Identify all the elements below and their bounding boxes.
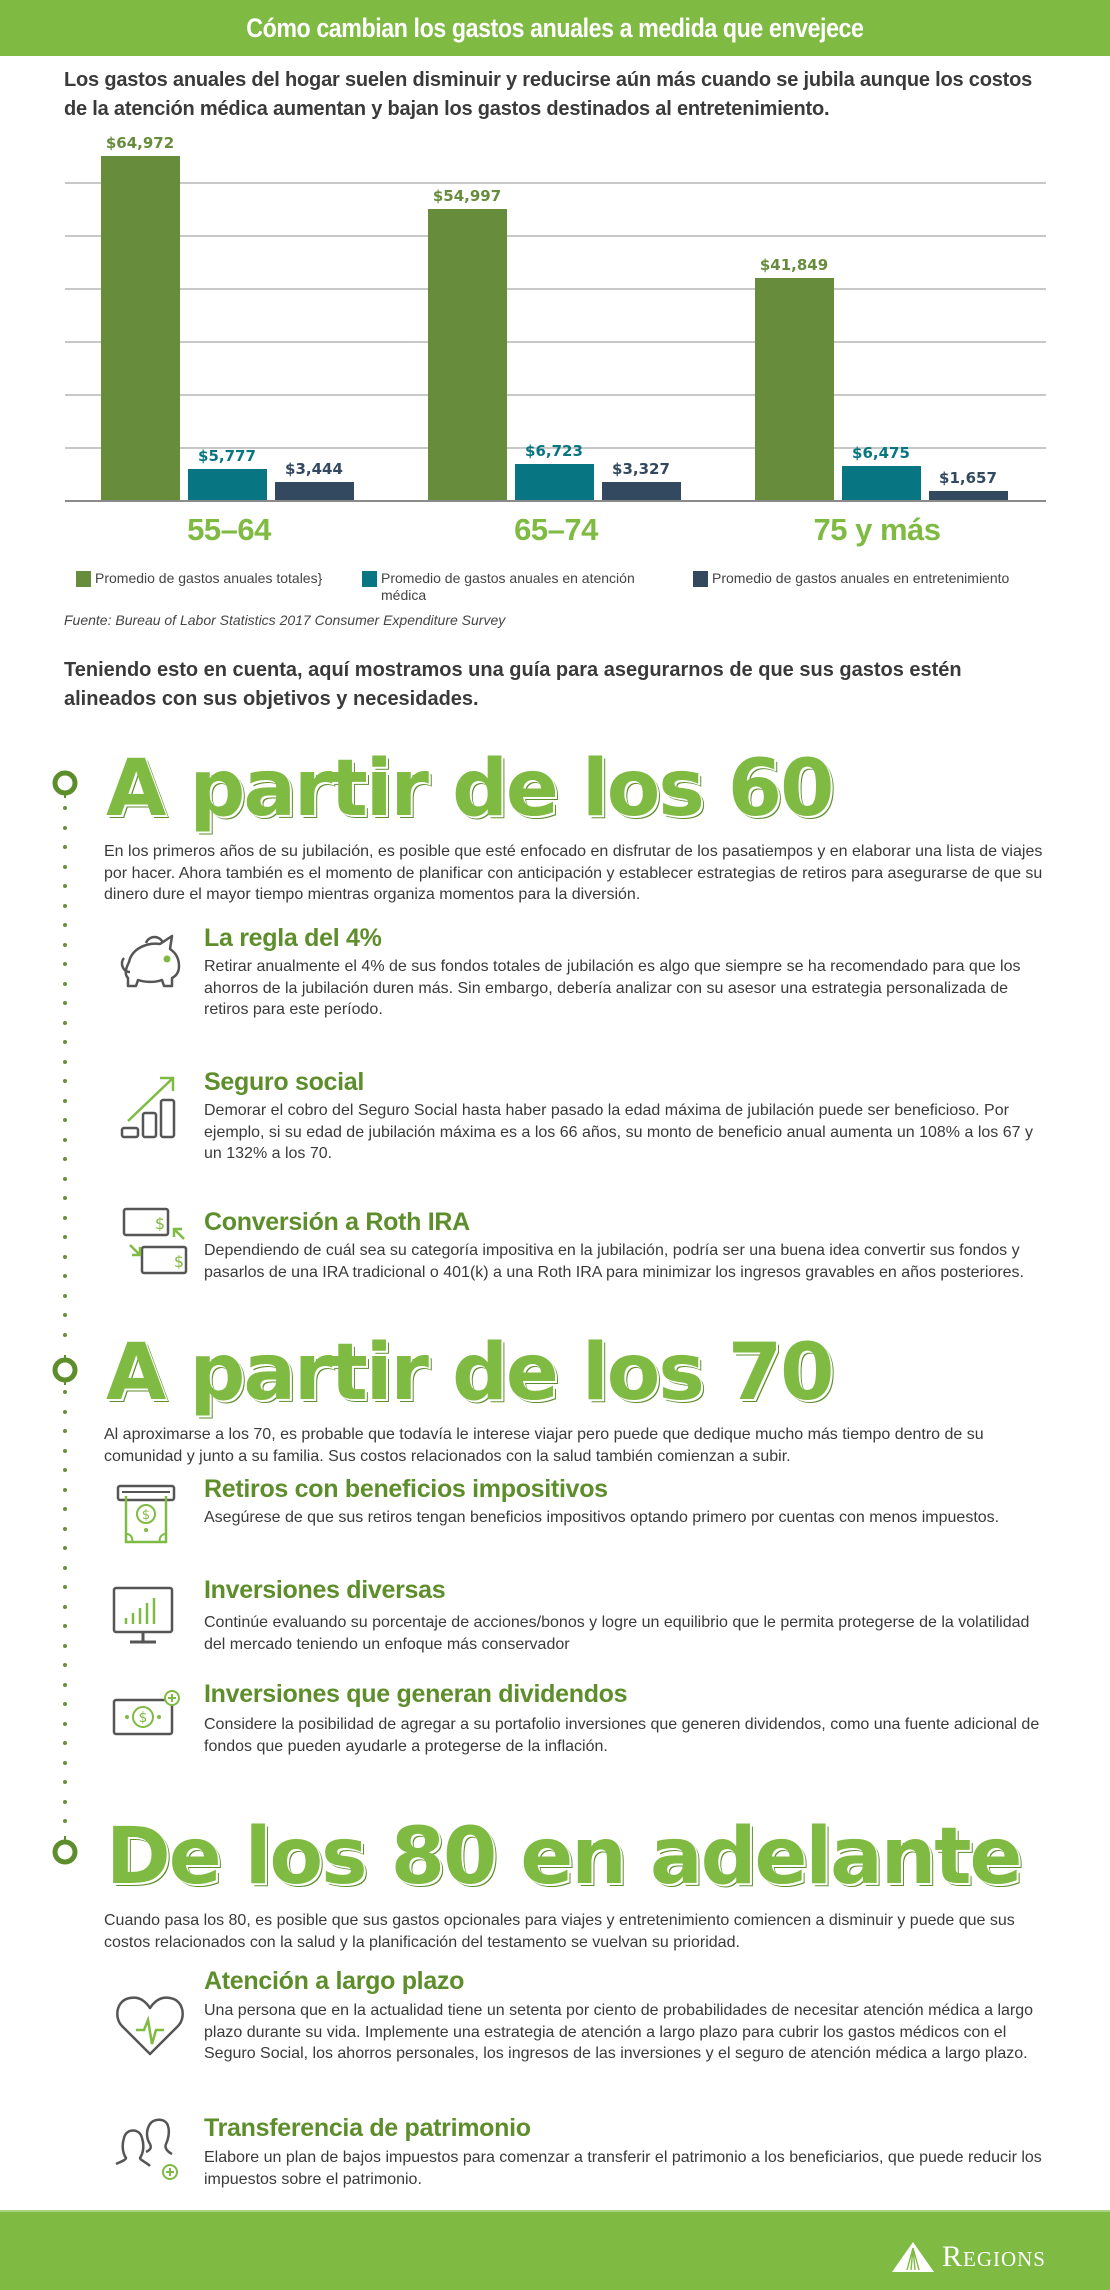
section-paragraph-70: Al aproximarse a los 70, es probable que todavía le interese viajar pero puede que dedique mucho más tiempo dentro de su comunidad y junto a su familia. Sus costos relacionados con la salud también comienzan a subir. — [104, 1426, 984, 1465]
svg-text:$: $ — [154, 1214, 166, 1233]
item-body: Elabore un plan de bajos impuestos para comenzar a transferir el patrimonio a los beneficiarios, que puede reducir los impuestos sobre el patrimonio. — [204, 2149, 1042, 2188]
item-title: Seguro social — [204, 1068, 365, 1096]
header-banner — [0, 0, 1110, 56]
timeline-dot — [63, 904, 67, 908]
timeline-dot — [63, 1546, 67, 1550]
timeline-dot — [63, 982, 67, 986]
timeline-dot — [63, 1761, 67, 1765]
timeline-dot — [63, 1585, 67, 1589]
svg-text:$: $ — [138, 1710, 148, 1726]
gridline — [65, 288, 1046, 290]
timeline-dot — [63, 1488, 67, 1492]
timeline-dot — [63, 1644, 67, 1648]
section-paragraph-80: Cuando pasa los 80, es posible que sus gastos opcionales para viajes y entretenimiento comiencen a disminuir y puede que sus costos relacionados con la salud y la planificación del testamento se vuelvan su prioridad. — [104, 1912, 1015, 1951]
gridline — [65, 235, 1046, 237]
item-title: Inversiones diversas — [204, 1576, 446, 1604]
timeline-dot — [63, 1663, 67, 1667]
timeline-dot — [63, 1527, 67, 1531]
timeline-dot — [63, 1780, 67, 1784]
timeline-dot — [63, 1390, 67, 1394]
page-title: Cómo cambian los gastos anuales a medida que envejece — [246, 12, 864, 43]
category-label-55-64: 55–64 — [187, 512, 271, 547]
bar-total-75-plus — [755, 278, 834, 500]
timeline-dot — [63, 1800, 67, 1804]
bar-label-health-55-64: $5,777 — [198, 447, 256, 465]
regions-logo-text: Regions — [941, 2240, 1046, 2273]
timeline-dot — [63, 1157, 67, 1161]
section-paragraph-60: En los primeros años de su jubilación, es posible que esté enfocado en disfrutar de los pasatiempos y en elaborar una lista de viajes por hacer. Ahora también es el momento de planificar con anticipación y establecer estrategias de retiros para asegurarse de que su dinero dure el mayor tiempo mientras organiza momentos para la diversión. — [104, 843, 1043, 903]
bar-label-total-75-plus: $41,849 — [759, 256, 829, 274]
item-body: Considere la posibilidad de agregar a su portafolio inversiones que generen dividendos, como una fuente adicional de fondos que pueden ayudarle a protegerse de la inflación. — [204, 1716, 1040, 1755]
timeline-dot — [63, 1216, 67, 1220]
legend-label: Promedio de gastos anuales en entretenimiento — [712, 570, 1010, 586]
bar-label-total-55-64: $64,972 — [105, 134, 175, 152]
timeline-dot — [63, 1196, 67, 1200]
gridline — [65, 182, 1046, 184]
svg-text:$: $ — [173, 1252, 185, 1271]
timeline-dot — [63, 1468, 67, 1472]
timeline-dot — [63, 1099, 67, 1103]
timeline-dot — [63, 1702, 67, 1706]
category-label-65-74: 65–74 — [514, 512, 598, 547]
item-body: Una persona que en la actualidad tiene un setenta por ciento de probabilidades de necesitar atención médica a largo plazo durante su vida. Implemente una estrategia de atención a largo plazo para cubrir los gastos médicos con el Seguro Social, los ahorros personales, los ingresos de las inversiones y el seguro de atención médica a largo plazo. — [204, 2002, 1034, 2062]
people-add-icon — [110, 2118, 190, 2198]
section-title-60: A partir de los 60 — [106, 744, 833, 834]
timeline-dot — [63, 806, 67, 810]
dividend-bill-icon — [110, 1690, 190, 1770]
svg-text:$: $ — [141, 1508, 151, 1523]
timeline-dot — [63, 962, 67, 966]
timeline-dot — [63, 1118, 67, 1122]
timeline-dot — [63, 1060, 67, 1064]
timeline-dot — [63, 1624, 67, 1628]
legend-swatch-health — [362, 571, 377, 587]
timeline-node-icon — [51, 1355, 79, 1385]
item-title: Conversión a Roth IRA — [204, 1208, 470, 1236]
item-title: Inversiones que generan dividendos — [204, 1680, 628, 1708]
timeline-dot — [63, 1410, 67, 1414]
footer-banner — [0, 2210, 1110, 2290]
bar-label-health-65-74: $6,723 — [525, 442, 583, 460]
timeline-dot — [63, 1566, 67, 1570]
timeline-dot — [63, 845, 67, 849]
timeline-dot — [63, 1449, 67, 1453]
timeline-dot — [63, 826, 67, 830]
item-title: Transferencia de patrimonio — [204, 2114, 531, 2142]
item-title: La regla del 4% — [204, 924, 382, 952]
section-title-70: A partir de los 70 — [106, 1328, 833, 1418]
legend-swatch-total — [76, 571, 91, 587]
timeline-dot — [63, 1507, 67, 1511]
bar-label-entertainment-65-74: $3,327 — [612, 460, 670, 478]
section-title-80: De los 80 en adelante — [106, 1812, 1021, 1902]
item-body: Demorar el cobro del Seguro Social hasta haber pasado la edad máxima de jubilación puede ser beneficioso. Por ejemplo, si su edad de jubilación máxima es a los 66 años, su monto de beneficio anual aumenta un 108% a los 67 y un 132% a los 70. — [204, 1102, 1033, 1162]
chart-legend — [76, 570, 1056, 610]
timeline-dot — [63, 1683, 67, 1687]
gridline — [65, 394, 1046, 396]
money-transfer-icon — [110, 1203, 190, 1283]
item-body: Retirar anualmente el 4% de sus fondos totales de jubilación es algo que siempre se ha recomendado para que los ahorros de la jubilación duren más. Sin embargo, debería analizar con su asesor una estrategia personalizada de retiros para este período. — [204, 958, 1021, 1018]
legend-item-entertainment — [693, 570, 1053, 587]
bar-entertainment-55-64 — [275, 482, 354, 500]
timeline-dot — [63, 865, 67, 869]
timeline-node-icon — [51, 770, 79, 800]
item-body: Dependiendo de cuál sea su categoría impositiva en la jubilación, podría ser una buena idea convertir sus fondos y pasarlos de una IRA tradicional o 401(k) a una Roth IRA para minimizar los ingresos gravables en años posteriores. — [204, 1242, 1024, 1281]
legend-label: Promedio de gastos anuales en atención médica — [381, 570, 635, 603]
item-body: Asegúrese de que sus retiros tengan beneficios impositivos optando primero por cuentas con menos impuestos. — [204, 1509, 1000, 1526]
intro-text: Los gastos anuales del hogar suelen disminuir y reducirse aún más cuando se jubila aunque los costos de la atención médica aumentan y bajan los gastos destinados al entretenimiento. — [64, 69, 1033, 120]
timeline-dot — [63, 1741, 67, 1745]
chart-source: Fuente: Bureau of Labor Statistics 2017 Consumer Expenditure Survey — [64, 612, 506, 628]
atm-withdrawal-icon — [110, 1482, 190, 1562]
piggy-bank-icon — [110, 922, 190, 1002]
monitor-chart-icon — [110, 1584, 190, 1664]
item-title: Atención a largo plazo — [204, 1967, 465, 1995]
legend-swatch-entertainment — [693, 571, 708, 587]
expense-bar-chart — [65, 128, 1046, 502]
timeline-dot — [63, 1040, 67, 1044]
timeline-dot — [63, 1819, 67, 1823]
timeline-dot — [63, 1313, 67, 1317]
bar-label-health-75-plus: $6,475 — [852, 444, 910, 462]
item-body: Continúe evaluando su porcentaje de acciones/bonos y logre un equilibrio que le permita protegerse de la volatilidad del mercado teniendo un enfoque más conservador — [204, 1614, 1030, 1653]
heart-pulse-icon — [110, 1990, 190, 2070]
bar-label-entertainment-75-plus: $1,657 — [939, 469, 997, 487]
timeline-dot — [63, 1235, 67, 1239]
timeline-dot — [63, 1274, 67, 1278]
gridline — [65, 341, 1046, 343]
bar-entertainment-75-plus — [929, 491, 1008, 500]
timeline-dot — [63, 1429, 67, 1433]
timeline-dot — [63, 1021, 67, 1025]
timeline-dot — [63, 1001, 67, 1005]
timeline-dot — [63, 1605, 67, 1609]
timeline-dot — [63, 1138, 67, 1142]
timeline-dot — [63, 923, 67, 927]
timeline-dot — [63, 1177, 67, 1181]
timeline-dot — [63, 884, 67, 888]
timeline-dot — [63, 1722, 67, 1726]
growth-chart-icon — [110, 1066, 190, 1146]
legend-item-health — [362, 570, 662, 604]
legend-label: Promedio de gastos anuales totales — [95, 570, 318, 586]
timeline-node-icon — [51, 1836, 79, 1866]
timeline-dot — [63, 1079, 67, 1083]
timeline-dot — [63, 943, 67, 947]
timeline-dot — [63, 1333, 67, 1337]
regions-logo[interactable] — [890, 2240, 1046, 2274]
bar-entertainment-65-74 — [602, 482, 681, 500]
item-title: Retiros con beneficios impositivos — [204, 1475, 608, 1503]
timeline-dot — [63, 1294, 67, 1298]
category-label-75-plus: 75 y más — [813, 512, 941, 547]
timeline-dot — [63, 1255, 67, 1259]
guide-text: Teniendo esto en cuenta, aquí mostramos una guía para asegurarnos de que sus gastos estén alineados con sus objetivos y necesidades. — [64, 659, 962, 710]
chart-baseline — [65, 500, 1046, 502]
legend-item-total: Promedio de gastos anuales totales } — [76, 570, 346, 587]
bar-label-entertainment-55-64: $3,444 — [285, 460, 343, 478]
regions-triangle-icon — [890, 2240, 936, 2274]
bar-label-total-65-74: $54,997 — [432, 187, 502, 205]
